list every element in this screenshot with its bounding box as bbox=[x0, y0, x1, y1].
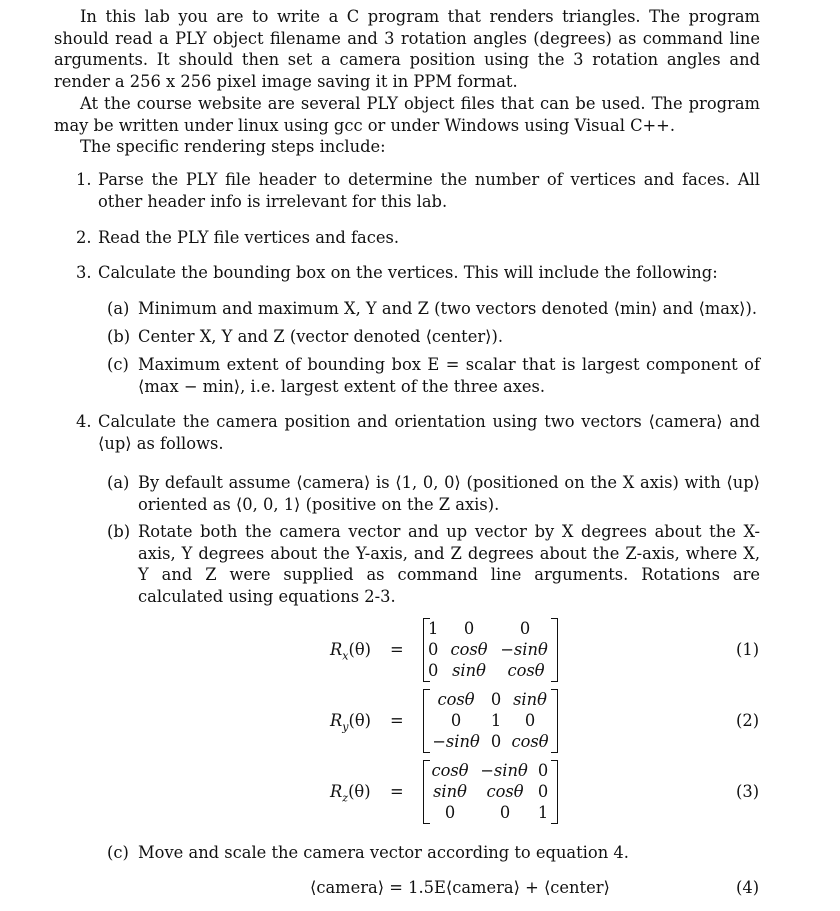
matrix-cell: 0 bbox=[537, 761, 549, 780]
matrix-cell: cosθ bbox=[486, 782, 524, 801]
step-number: 2. bbox=[76, 228, 92, 247]
matrix-cell: −sinθ bbox=[432, 732, 480, 751]
matrix-cell: cosθ bbox=[431, 761, 469, 780]
equation-1 bbox=[0, 616, 840, 682]
step-number: 1. bbox=[76, 170, 92, 189]
right-bracket bbox=[551, 618, 558, 682]
sub-label: (a) bbox=[107, 473, 130, 492]
equation-number: (1) bbox=[736, 640, 760, 659]
matrix-cell: cosθ bbox=[450, 640, 488, 659]
equation-number: (2) bbox=[736, 711, 760, 730]
equation-4 bbox=[0, 877, 840, 901]
sub-label: (c) bbox=[107, 843, 129, 862]
right-bracket bbox=[551, 689, 558, 753]
equation-lhs: $R_z(\theta)$ bbox=[330, 782, 371, 805]
matrix-cell: 1 bbox=[537, 803, 549, 822]
intro-paragraph-2: At the course website are several PLY object files that can be used. The program may be written under linux using gcc or under Windows using Visual C++. bbox=[54, 94, 760, 135]
matrix-cell: cosθ bbox=[511, 732, 549, 751]
sub-text: By default assume ⟨camera⟩ is ⟨1, 0, 0⟩ (positioned on the X axis) with ⟨up⟩ oriented as ⟨0, 0, 1⟩ (positive on the Z axis). bbox=[138, 473, 760, 514]
matrix-cell: cosθ bbox=[507, 661, 545, 680]
step-text: Calculate the bounding box on the vertices. This will include the following: bbox=[98, 263, 718, 282]
equation-lhs: $R_y(\theta)$ bbox=[330, 711, 371, 734]
sub-label: (c) bbox=[107, 355, 129, 374]
sub-text: Maximum extent of bounding box E = scalar that is largest component of ⟨max − min⟩, i.e. largest extent of the three axes. bbox=[138, 355, 760, 396]
equation-2 bbox=[0, 687, 840, 753]
equals-sign: = bbox=[390, 640, 404, 659]
matrix-cell: 1 bbox=[490, 711, 502, 730]
sub-text: Move and scale the camera vector according to equation 4. bbox=[138, 843, 629, 862]
matrix-cell: 0 bbox=[524, 711, 536, 730]
step-text: Read the PLY file vertices and faces. bbox=[98, 228, 400, 247]
step-text: Parse the PLY file header to determine the number of vertices and faces. All other header info is irrelevant for this lab. bbox=[98, 170, 760, 211]
sub-label: (a) bbox=[107, 299, 130, 318]
sub-text: Minimum and maximum X, Y and Z (two vectors denoted ⟨min⟩ and ⟨max⟩). bbox=[138, 299, 758, 318]
matrix-cell: 0 bbox=[499, 803, 511, 822]
sub-text: Rotate both the camera vector and up vector by X degrees about the X-axis, Y degrees about the Y-axis, and Z degrees about the Z-axis, where X, Y and Z were supplied as command line arguments. Rotations are calculated using equations 2-3. bbox=[138, 522, 760, 606]
matrix-cell: 1 bbox=[428, 619, 439, 638]
matrix-cell: −sinθ bbox=[500, 640, 548, 659]
equation-number: (4) bbox=[736, 878, 760, 897]
intro-paragraph-1: In this lab you are to write a C program that renders triangles. The program should read a PLY object filename and 3 rotation angles (degrees) as command line arguments. It should then set a camera position using the 3 rotation angles and render a 256 x 256 pixel image saving it in PPM format. bbox=[54, 7, 760, 91]
sub-text: Center X, Y and Z (vector denoted ⟨center⟩). bbox=[138, 327, 504, 346]
equals-sign: = bbox=[390, 782, 404, 801]
matrix-cell: 0 bbox=[490, 732, 502, 751]
matrix-cell: 0 bbox=[428, 661, 439, 680]
matrix-cell: 0 bbox=[450, 711, 462, 730]
matrix-cell: sinθ bbox=[513, 690, 547, 709]
intro-paragraph-3: The specific rendering steps include: bbox=[80, 137, 386, 156]
equals-sign: = bbox=[390, 711, 404, 730]
matrix-cell: 0 bbox=[490, 690, 502, 709]
matrix-cell: 0 bbox=[444, 803, 456, 822]
matrix-cell: 0 bbox=[463, 619, 475, 638]
step-number: 3. bbox=[76, 263, 92, 282]
matrix-cell: 0 bbox=[519, 619, 531, 638]
matrix-cell: sinθ bbox=[433, 782, 467, 801]
matrix-cell: cosθ bbox=[437, 690, 475, 709]
equation-number: (3) bbox=[736, 782, 760, 801]
step-text: Calculate the camera position and orientation using two vectors ⟨camera⟩ and ⟨up⟩ as follows. bbox=[98, 412, 760, 453]
equation-3 bbox=[0, 758, 840, 824]
matrix-cell: 0 bbox=[428, 640, 439, 659]
matrix-cell: 0 bbox=[537, 782, 549, 801]
matrix-cell: −sinθ bbox=[480, 761, 528, 780]
sub-label: (b) bbox=[107, 522, 131, 541]
equation-body: ⟨camera⟩ = 1.5E⟨camera⟩ + ⟨center⟩ bbox=[310, 878, 610, 897]
step-number: 4. bbox=[76, 412, 92, 431]
sub-label: (b) bbox=[107, 327, 131, 346]
right-bracket bbox=[551, 760, 558, 824]
equation-lhs: $R_x(\theta)$ bbox=[330, 640, 371, 663]
matrix-cell: sinθ bbox=[452, 661, 486, 680]
